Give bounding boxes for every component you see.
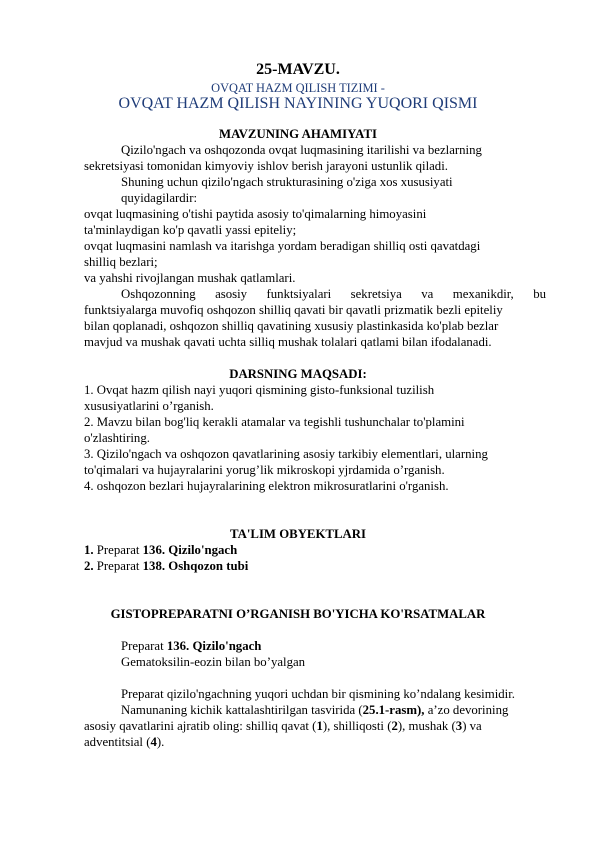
- goal-item: 1. Ovqat hazm qilish nayi yuqori qismining gisto-funksional tuzilish: [84, 383, 435, 397]
- layer-number: 3: [455, 719, 463, 733]
- prep-name: 136. Qizilo'ngach: [166, 639, 262, 653]
- text-run: adventitsial (: [84, 735, 151, 749]
- stain-note: Gematoksilin-eozin bilan bo’yalgan: [121, 655, 306, 669]
- goal-item: 2. Mavzu bilan bog'liq kerakli atamalar va tegishli tushunchalar to'plamini: [84, 415, 465, 429]
- goal-item: to'qimalari va hujayralarini yorug’lik mikroskopi yjrdamida o’rganish.: [84, 463, 445, 477]
- importance-text: ta'minlaydigan ko'p qavatli yassi epiteliy;: [84, 223, 297, 237]
- text-run: ), shilliqosti (: [322, 719, 392, 733]
- text-run: a’zo devorining: [424, 703, 509, 717]
- object-item: [84, 558, 248, 574]
- layer-number: 1: [316, 719, 323, 733]
- objects-heading: TA'LIM OBYEKTLARI: [230, 527, 366, 541]
- prep-prefix: Preparat: [121, 639, 167, 653]
- importance-text: bilan qoplanadi, oshqozon shilliq qavatining xususiy plastinkasida ko'plab bezlar: [84, 319, 499, 333]
- guide-text: Preparat qizilo'ngachning yuqori uchdan bir qismining ko’ndalang kesimidir.: [121, 687, 515, 701]
- importance-text: sekretsiyasi tomonidan kimyoviy ishlov berish jarayoni ustunlik qiladi.: [84, 159, 448, 173]
- object-name: 136. Qizilo'ngach: [142, 543, 238, 557]
- goal-item: 3. Qizilo'ngach va oshqozon qavatlarining asosiy tarkibiy elementlari, ularning: [84, 447, 488, 461]
- importance-text: ovqat luqmasini namlash va itarishga yordam beradigan shilliq osti qavatdagi: [84, 239, 481, 253]
- topic-subtitle: OVQAT HAZM QILISH NAYINING YUQORI QISMI: [118, 95, 478, 112]
- importance-text: shilliq bezlari;: [84, 255, 158, 269]
- object-number: 1.: [84, 543, 94, 557]
- importance-text: Oshqozonning asosiy funktsiyalari sekretsiya va mexanikdir, bu: [121, 287, 546, 301]
- object-number: 2.: [84, 559, 94, 573]
- guide-text: [84, 734, 164, 750]
- text-run: ), mushak (: [397, 719, 456, 733]
- guide-text: [84, 718, 482, 734]
- text-run: Namunaning kichik kattalashtirilgan tasvirida (: [121, 703, 363, 717]
- importance-text: ovqat luqmasining o'tishi paytida asosiy to'qimalarning himoyasini: [84, 207, 427, 221]
- text-run: asosiy qavatlarini ajratib oling: shilliq qavat (: [84, 719, 317, 733]
- importance-heading: MAVZUNING AHAMIYATI: [219, 127, 377, 141]
- goal-item: o'zlashtiring.: [84, 431, 150, 445]
- text-run: ).: [156, 735, 165, 749]
- guide-heading: GISTOPREPARATNI O’RGANISH BO'YICHA KO'RSATMALAR: [110, 607, 486, 621]
- preparation-title: [121, 638, 261, 654]
- importance-text: quyidagilardir:: [121, 191, 198, 205]
- importance-text: Qizilo'ngach va oshqozonda ovqat luqmasining itarilishi va bezlarning: [121, 143, 482, 157]
- layer-number: 4: [150, 735, 157, 749]
- text-run: ) va: [462, 719, 482, 733]
- object-item: [84, 542, 237, 558]
- guide-text: [121, 702, 508, 718]
- importance-text: funktsiyalarga muvofiq oshqozon shilliq qavati bir qavatli prizmatik bezli epiteliy: [84, 303, 503, 317]
- importance-text: va yahshi rivojlangan mushak qatlamlari.: [84, 271, 296, 285]
- system-title: OVQAT HAZM QILISH TIZIMI -: [211, 81, 385, 95]
- figure-ref: 25.1-rasm),: [362, 703, 425, 717]
- goal-item: xususiyatlarini o’rganish.: [84, 399, 214, 413]
- layer-number: 2: [391, 719, 398, 733]
- goal-item: 4. oshqozon bezlari hujayralarining elektron mikrosuratlarini o'rganish.: [84, 479, 449, 493]
- importance-text: mavjud va mushak qavati uchta silliq mushak tolalari qatlami bilan ifodalanadi.: [84, 335, 492, 349]
- importance-text: Shuning uchun qizilo'ngach strukturasining o'ziga xos xususiyati: [121, 175, 453, 189]
- object-prefix: Preparat: [93, 543, 143, 557]
- goals-heading: DARSNING MAQSADI:: [229, 367, 367, 381]
- object-prefix: Preparat: [93, 559, 143, 573]
- topic-number: 25-MAVZU.: [256, 61, 340, 78]
- object-name: 138. Oshqozon tubi: [142, 559, 249, 573]
